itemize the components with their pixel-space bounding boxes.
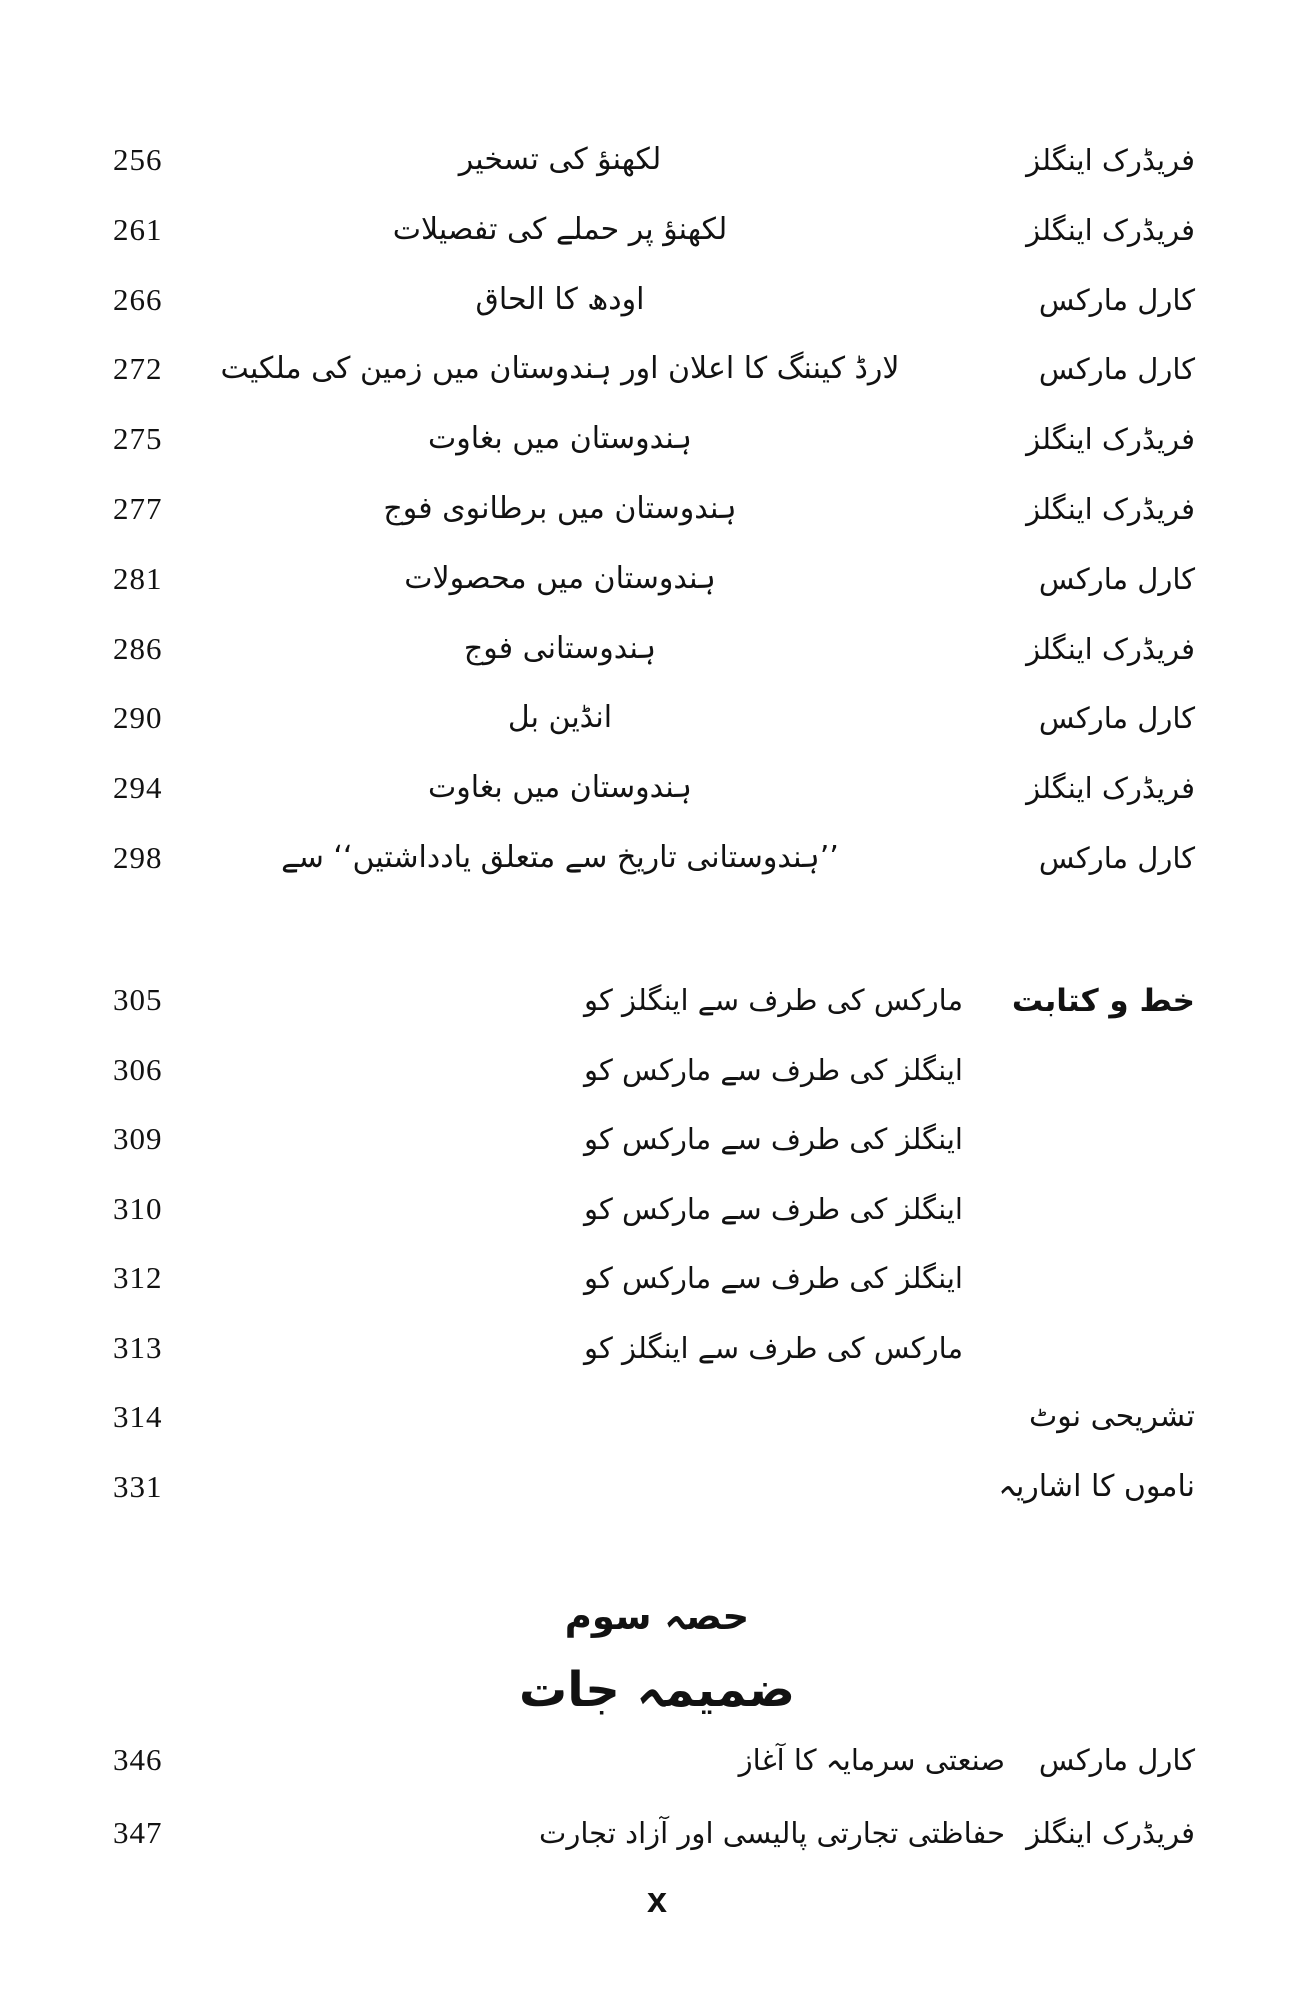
page-number: 277 (113, 491, 163, 526)
entry-title: اودھ کا الحاق (475, 281, 645, 317)
entry-author: کارل مارکس (1038, 282, 1195, 317)
entry-author: کارل مارکس (1038, 352, 1195, 387)
entry-title: ہندوستانی فوج (463, 630, 657, 666)
entry-author: فریڈرک اینگلز (1026, 143, 1195, 177)
toc-row (0, 407, 1314, 471)
page-number: 309 (113, 1121, 163, 1156)
entry-title: لارڈ کیننگ کا اعلان اور ہندوستان میں زمین کی ملکیت (220, 351, 900, 387)
toc-row (0, 547, 1314, 611)
page-number: 294 (113, 770, 163, 806)
page-number: 281 (113, 560, 163, 596)
toc-row (0, 756, 1314, 820)
page-number: 312 (113, 1260, 163, 1295)
page-number: 266 (113, 281, 163, 317)
toc-row (0, 1385, 1314, 1449)
page-number: 298 (113, 840, 163, 875)
page-number: 310 (113, 1190, 163, 1226)
entry-author: فریڈرک اینگلز (1026, 212, 1195, 247)
toc-row (0, 1038, 1314, 1102)
entry-title: اینگلز کی طرف سے مارکس کو (584, 1191, 963, 1226)
entry-title: حفاظتی تجارتی پالیسی اور آزاد تجارت (539, 1816, 1005, 1850)
page-number: 305 (113, 982, 163, 1017)
entry-author: فریڈرک اینگلز (1026, 631, 1195, 666)
toc-row (0, 1801, 1314, 1865)
entry-title: ناموں کا اشاریہ (998, 1468, 1195, 1504)
toc-row (0, 1177, 1314, 1241)
entry-title: صنعتی سرمایہ کا آغاز (738, 1743, 1005, 1777)
part-three-heading: حصہ سوم (564, 1595, 750, 1638)
page-number: 347 (113, 1815, 163, 1850)
entry-title: اینگلز کی طرف سے مارکس کو (584, 1122, 963, 1156)
entry-title: تشریحی نوٹ (1028, 1399, 1195, 1434)
page-number: 306 (113, 1051, 163, 1087)
entry-title: اینگلز کی طرف سے مارکس کو (584, 1261, 963, 1295)
entry-title: لکھنؤ کی تسخیر (458, 142, 662, 177)
page-number: 256 (113, 142, 163, 177)
appendices-heading: ضمیمہ جات (518, 1662, 796, 1718)
footer-page-marker: x (646, 1879, 668, 1920)
entry-author: کارل مارکس (1038, 701, 1195, 736)
toc-row (0, 826, 1314, 890)
entry-author: کارل مارکس (1038, 841, 1195, 875)
toc-row (0, 1246, 1314, 1310)
page-number: 261 (113, 211, 163, 247)
entry-title: ’’ہندوستانی تاریخ سے متعلق یادداشتیں‘‘ سے (281, 840, 839, 875)
toc-row (0, 268, 1314, 332)
entry-title: ہندوستان میں برطانوی فوج (383, 491, 737, 526)
entry-title: مارکس کی طرف سے اینگلز کو (584, 1330, 963, 1365)
entry-author: فریڈرک اینگلز (1026, 1816, 1195, 1850)
toc-row (0, 617, 1314, 681)
page-number: 286 (113, 630, 163, 666)
entry-title: مارکس کی طرف سے اینگلز کو (584, 983, 963, 1017)
page-number: 313 (113, 1329, 163, 1365)
entry-author: فریڈرک اینگلز (1026, 492, 1195, 526)
toc-row (0, 477, 1314, 541)
toc-row (0, 968, 1314, 1032)
page-number: 346 (113, 1742, 163, 1777)
page-number: 331 (113, 1468, 163, 1504)
toc-row (0, 1728, 1314, 1792)
entry-title: لکھنؤ پر حملے کی تفصیلات (392, 211, 728, 247)
page-number: 275 (113, 421, 163, 457)
entry-title: ہندوستان میں بغاوت (428, 770, 692, 806)
correspondence-section-header: خط و کتابت (1011, 983, 1195, 1019)
toc-row (0, 1316, 1314, 1380)
page-number: 314 (113, 1399, 163, 1434)
toc-row (0, 1455, 1314, 1519)
page-number: 272 (113, 351, 163, 387)
toc-row (0, 337, 1314, 401)
toc-row (0, 128, 1314, 192)
entry-title: انڈین بل (507, 700, 613, 736)
entry-author: فریڈرک اینگلز (1026, 771, 1195, 806)
entry-author: کارل مارکس (1038, 1743, 1195, 1777)
entry-title: ہندوستان میں محصولات (404, 560, 716, 596)
page-number: 290 (113, 700, 163, 736)
entry-author: فریڈرک اینگلز (1026, 422, 1195, 457)
toc-row (0, 686, 1314, 750)
toc-row (0, 1107, 1314, 1171)
entry-title: اینگلز کی طرف سے مارکس کو (584, 1052, 963, 1087)
toc-row (0, 198, 1314, 262)
entry-author: کارل مارکس (1038, 561, 1195, 596)
entry-title: ہندوستان میں بغاوت (428, 421, 692, 457)
